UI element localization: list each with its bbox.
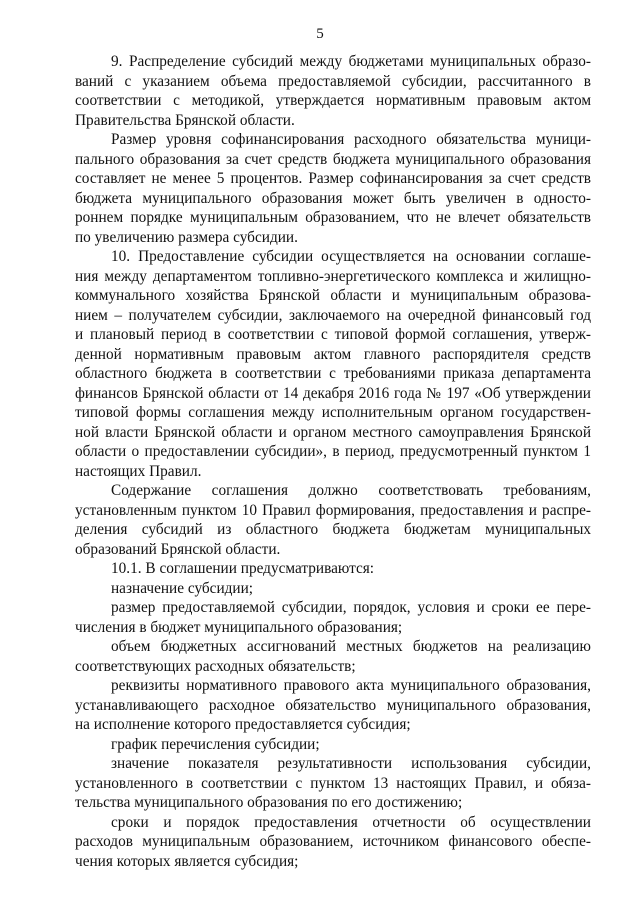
text-line: ваний с указанием объема предоставляемой субсидии, рассчитанного в [75, 72, 591, 90]
text-line: числения в бюджет муниципального образования; [75, 618, 403, 636]
text-line: соответствующих расходных обязательств; [75, 657, 356, 675]
text-line: ной власти Брянской области и органом местного самоуправления Брянской [75, 423, 591, 441]
text-line: значение показателя результативности использования субсидии, [111, 755, 591, 772]
text-line: деления субсидий из областного бюджета бюджетам муниципальных [75, 521, 591, 538]
text-line: коммунального хозяйства Брянской области и муниципальным образова- [75, 287, 591, 304]
text-line: реквизиты нормативного правового акта муниципального образования, [111, 677, 591, 694]
text-line: тельства муниципального образования по его достижению; [75, 794, 463, 811]
text-line: Размер уровня софинансирования расходного обязательства муници- [111, 131, 591, 148]
text-line: чения которых является субсидия; [75, 852, 299, 870]
text-line: областного бюджета в соответствии с требованиями приказа департамента [75, 365, 591, 382]
text-line: образований Брянской области. [75, 540, 281, 558]
text-line: области о предоставлении субсидии», в период, предусмотренный пунктом 1 [75, 443, 591, 460]
text-line: Содержание соглашения должно соответствовать требованиям, [111, 482, 591, 499]
text-line: установленного в соответствии с пунктом 13 настоящих Правил, и обяза- [75, 774, 591, 792]
text-line: составляет не менее 5 процентов. Размер софинансирования за счет средств [75, 170, 591, 187]
text-line: роннем порядке муниципальным образованием, что не влечет обязательств [75, 209, 591, 226]
text-line: типовой формы соглашения между исполнительным органом государствен- [75, 404, 591, 421]
text-line: расходов муниципальным образованием, источником финансового обеспе- [75, 833, 591, 850]
text-line: установленным пунктом 10 Правил формирования, предоставления и распре- [75, 501, 591, 519]
text-line: настоящих Правил. [75, 462, 202, 480]
text-line: 9. Распределение субсидий между бюджетами муниципальных образо- [111, 53, 591, 70]
text-line: устанавливающего расходное обязательство муниципального образования, [75, 696, 591, 714]
text-line: по увеличению размера субсидии. [75, 228, 298, 246]
text-line: сроки и порядок предоставления отчетности об осуществлении [111, 813, 591, 831]
text-line: соответствии с методикой, утверждается нормативным правовым актом [75, 92, 591, 109]
text-line: пального образования за счет средств бюджета муниципального образования [75, 150, 591, 168]
text-line: бюджета муниципального образования может быть увеличен в односто- [75, 189, 591, 207]
text-line: 10.1. В соглашении предусматриваются: [111, 560, 375, 577]
text-line: финансов Брянской области от 14 декабря 2016 года № 197 «Об утверждении [75, 384, 591, 402]
text-line: объем бюджетных ассигнований местных бюджетов на реализацию [111, 638, 591, 655]
document-body [75, 52, 591, 871]
text-line: денной нормативным правовым актом главного распорядителя средств [75, 345, 591, 363]
text-line: 10. Предоставление субсидии осуществляется на основании соглаше- [111, 248, 591, 265]
text-line: ния между департаментом топливно-энергетического комплекса и жилищно- [75, 267, 591, 285]
text-line: назначение субсидии; [111, 579, 254, 597]
text-line: нием – получателем субсидии, заключаемого на очередной финансовый год [75, 306, 591, 324]
text-line: и плановый период в соответствии с типовой формой соглашения, утверж- [75, 326, 591, 343]
page-number: 5 [316, 26, 324, 42]
text-line: размер предоставляемой субсидии, порядок, условия и сроки ее пере- [111, 599, 591, 616]
text-line: график перечисления субсидии; [111, 735, 320, 753]
text-line: Правительства Брянской области. [75, 111, 295, 129]
text-line: на исполнение которого предоставляется субсидия; [75, 716, 411, 733]
